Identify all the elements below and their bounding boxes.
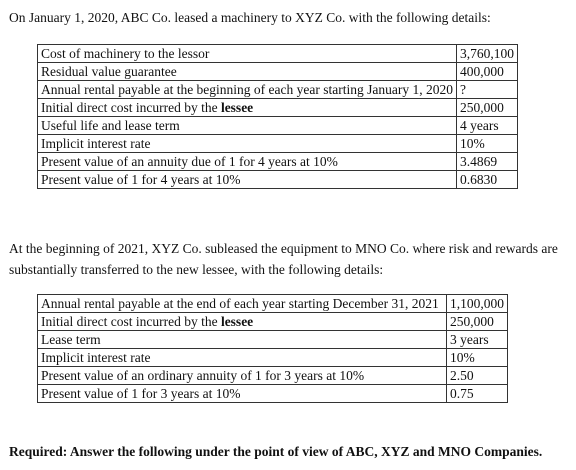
table-row bbox=[38, 135, 518, 153]
row-label: Annual rental payable at the beginning of each year starting January 1, 2020 bbox=[38, 81, 457, 99]
row-label: Cost of machinery to the lessor bbox=[38, 45, 457, 63]
row-label: Present value of an ordinary annuity of 1 for 3 years at 10% bbox=[38, 367, 447, 385]
row-label: Useful life and lease term bbox=[38, 117, 457, 135]
row-label: Present value of an annuity due of 1 for 4 years at 10% bbox=[38, 153, 457, 171]
table-row bbox=[38, 385, 508, 403]
intro-text: On January 1, 2020, ABC Co. leased a machinery to XYZ Co. with the following details: bbox=[9, 10, 491, 25]
sublease-details-table bbox=[37, 294, 508, 403]
row-label: Present value of 1 for 3 years at 10% bbox=[38, 385, 447, 403]
row-value: 3,760,100 bbox=[456, 45, 517, 63]
label-text: Initial direct cost incurred by the bbox=[41, 99, 221, 115]
row-label: Lease term bbox=[38, 331, 447, 349]
required-text: Required: Answer the following under the point of view of ABC, XYZ and MNO Companies. bbox=[9, 444, 543, 459]
row-value: 400,000 bbox=[456, 63, 517, 81]
row-label bbox=[38, 99, 457, 117]
row-value: 10% bbox=[447, 349, 508, 367]
table-row bbox=[38, 63, 518, 81]
row-label: Implicit interest rate bbox=[38, 135, 457, 153]
row-value: ? bbox=[456, 81, 517, 99]
row-label: Implicit interest rate bbox=[38, 349, 447, 367]
row-value: 10% bbox=[456, 135, 517, 153]
row-value: 3 years bbox=[447, 331, 508, 349]
row-value: 2.50 bbox=[447, 367, 508, 385]
row-value: 1,100,000 bbox=[447, 295, 508, 313]
row-value: 250,000 bbox=[456, 99, 517, 117]
label-text: Initial direct cost incurred by the bbox=[41, 313, 221, 329]
table-row bbox=[38, 367, 508, 385]
row-value: 4 years bbox=[456, 117, 517, 135]
table-row bbox=[38, 331, 508, 349]
row-value: 0.6830 bbox=[456, 171, 517, 189]
table-row bbox=[38, 313, 508, 331]
row-value: 0.75 bbox=[447, 385, 508, 403]
row-label bbox=[38, 313, 447, 331]
table-row bbox=[38, 99, 518, 117]
label-emphasis: lessee bbox=[220, 313, 254, 329]
table-row bbox=[38, 171, 518, 189]
table-row bbox=[38, 81, 518, 99]
row-label: Present value of 1 for 4 years at 10% bbox=[38, 171, 457, 189]
table-row bbox=[38, 117, 518, 135]
row-value: 250,000 bbox=[447, 313, 508, 331]
table-row bbox=[38, 349, 508, 367]
row-label: Residual value guarantee bbox=[38, 63, 457, 81]
row-value: 3.4869 bbox=[456, 153, 517, 171]
label-emphasis: lessee bbox=[220, 99, 254, 115]
table-row bbox=[38, 45, 518, 63]
lease-details-table bbox=[37, 44, 518, 189]
sublease-paragraph: At the beginning of 2021, XYZ Co. subleased the equipment to MNO Co. where risk and rewards are substantially transferred to the new lessee, with the following details: bbox=[9, 241, 558, 277]
table-row bbox=[38, 295, 508, 313]
row-label: Annual rental payable at the end of each year starting December 31, 2021 bbox=[38, 295, 447, 313]
table-row bbox=[38, 153, 518, 171]
